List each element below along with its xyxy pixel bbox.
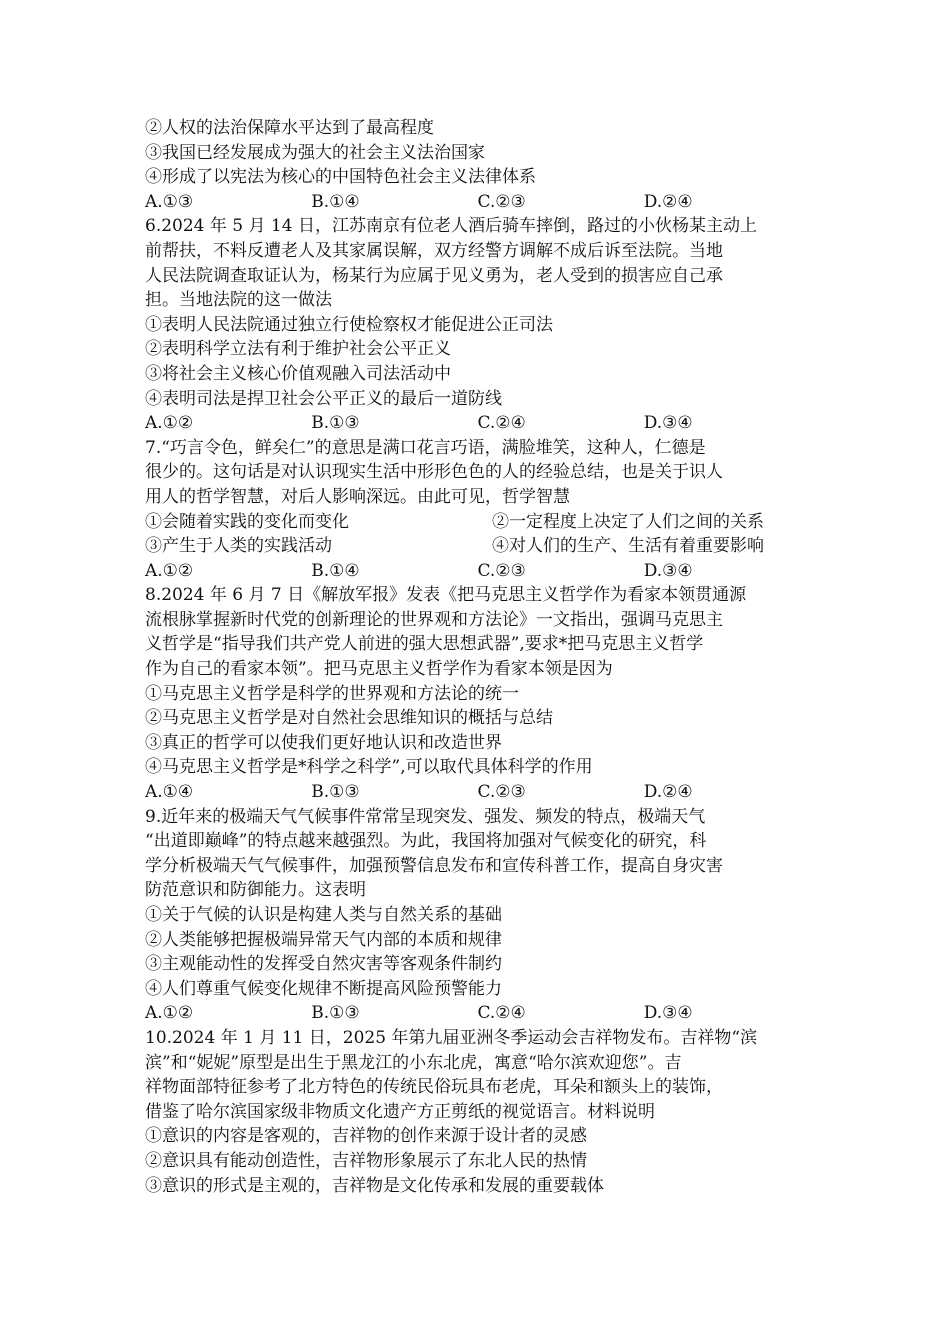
question-9-item-4: ④人们尊重气候变化规律不断提高风险预警能力 — [145, 978, 502, 999]
question-5-option-b: B.①④ — [311, 191, 360, 212]
question-5-option-d: D.②④ — [643, 191, 693, 212]
question-8-item-3: ③真正的哲学可以使我们更好地认识和改造世界 — [145, 732, 502, 753]
question-7-stem-line: 用人的哲学智慧，对后人影响深远。由此可见，哲学智慧 — [145, 486, 570, 507]
question-9-stem-line: “出道即巅峰”的特点越来越强烈。为此，我国将加强对气候变化的研究，科 — [145, 831, 707, 852]
question-6-stem-line: 人民法院调查取证认为，杨某行为应属于见义勇为，老人受到的损害应自己承 — [145, 265, 723, 286]
question-9-item-2: ②人类能够把握极端异常天气内部的本质和规律 — [145, 929, 502, 950]
question-8-option-d: D.②④ — [643, 782, 693, 803]
exam-page — [145, 116, 810, 1198]
question-6-options — [145, 411, 810, 436]
question-6-stem-line: 6.2024 年 5 月 14 日，江苏南京有位老人酒后骑车摔倒，路过的小伙杨某主动上 — [145, 216, 757, 237]
question-6-option-c: C.②④ — [477, 413, 526, 434]
question-8-item-2: ②马克思主义哲学是对自然社会思维知识的概括与总结 — [145, 708, 553, 729]
question-9-stem-line: 防范意识和防御能力。这表明 — [145, 880, 366, 901]
question-8-stem-line: 义哲学是“指导我们共产党人前进的强大思想武器”,要求*把马克思主义哲学 — [145, 634, 704, 655]
question-9-options — [145, 1001, 810, 1026]
question-9-option-b: B.①③ — [311, 1003, 360, 1024]
question-8-item-1: ①马克思主义哲学是科学的世界观和方法论的统一 — [145, 683, 519, 704]
question-6-stem-line: 担。当地法院的这一做法 — [145, 290, 332, 311]
question-7-option-d: D.③④ — [643, 560, 693, 581]
question-9-item-1: ①关于气候的认识是构建人类与自然关系的基础 — [145, 905, 502, 925]
question-7-item-4: ④对人们的生产、生活有着重要影响 — [492, 536, 764, 557]
question-8-options — [145, 780, 810, 805]
question-8-option-c: C.②③ — [477, 782, 526, 803]
question-6-option-d: D.③④ — [643, 413, 693, 434]
question-7-item-3: ③产生于人类的实践活动 — [145, 536, 332, 557]
question-7-option-b: B.①④ — [311, 560, 360, 581]
question-10-stem-line: 10.2024 年 1 月 11 日，2025 年第九届亚洲冬季运动会吉祥物发布。吉祥物“滨 — [145, 1027, 758, 1048]
question-7-stem-line: 很少的。这句话是对认识现实生活中形形色色的人的经验总结，也是关于识人 — [145, 462, 723, 483]
question-9-stem-line: 9.近年来的极端天气气候事件常常呈现突发、强发、频发的特点，极端天气 — [145, 806, 706, 827]
question-5-item-4: ④形成了以宪法为核心的中国特色社会主义法律体系 — [145, 167, 536, 188]
question-6-item-1: ①表明人民法院通过独立行使检察权才能促进公正司法 — [145, 314, 553, 335]
question-7-options — [145, 559, 810, 584]
question-5-options — [145, 190, 810, 215]
question-8-option-a: A.①④ — [145, 782, 194, 803]
question-7 — [145, 436, 810, 584]
question-5-option-a: A.①③ — [145, 191, 194, 212]
question-6-option-a: A.①② — [145, 413, 194, 434]
question-7-item-row — [145, 510, 810, 535]
question-8-stem-line: 作为自己的看家本领”。把马克思主义哲学作为看家本领是因为 — [145, 659, 613, 680]
question-6-item-3: ③将社会主义核心价值观融入司法活动中 — [145, 363, 451, 384]
question-10-stem-line: 祥物面部特征参考了北方特色的传统民俗玩具布老虎，耳朵和额头上的装饰， — [145, 1077, 723, 1098]
question-9-option-d: D.③④ — [643, 1003, 693, 1024]
question-8-stem-line: 流根脉掌握新时代党的创新理论的世界观和方法论》一文指出，强调马克思主 — [145, 609, 723, 630]
question-10-stem-line: 滨”和“妮妮”原型是出生于黑龙江的小东北虎，寓意“哈尔滨欢迎您”。吉 — [145, 1052, 682, 1073]
question-6 — [145, 214, 810, 435]
question-10-item-1: ①意识的内容是客观的，吉祥物的创作来源于设计者的灵感 — [145, 1126, 587, 1147]
question-10 — [145, 1026, 810, 1198]
question-7-item-1: ①会随着实践的变化而变化 — [145, 511, 349, 532]
question-6-item-2: ②表明科学立法有利于维护社会公平正义 — [145, 339, 451, 360]
question-9 — [145, 805, 810, 1026]
question-8-item-4: ④马克思主义哲学是*科学之科学”,可以取代具体科学的作用 — [145, 757, 593, 778]
question-8-stem-line: 8.2024 年 6 月 7 日《解放军报》发表《把马克思主义哲学作为看家本领贯通源 — [145, 585, 747, 606]
question-7-item-2: ②一定程度上决定了人们之间的关系 — [492, 511, 764, 532]
question-5-item-2: ②人权的法治保障水平达到了最高程度 — [145, 118, 434, 138]
question-9-option-c: C.②④ — [477, 1003, 526, 1024]
question-6-item-4: ④表明司法是捍卫社会公平正义的最后一道防线 — [145, 388, 502, 409]
question-10-stem-line: 借鉴了哈尔滨国家级非物质文化遗产方正剪纸的视觉语言。材料说明 — [145, 1101, 655, 1122]
question-7-option-a: A.①② — [145, 560, 194, 581]
question-8-option-b: B.①③ — [311, 782, 360, 803]
question-9-stem-line: 学分析极端天气气候事件，加强预警信息发布和宣传科普工作，提高自身灾害 — [145, 855, 723, 876]
question-10-item-2: ②意识具有能动创造性，吉祥物形象展示了东北人民的热情 — [145, 1150, 587, 1171]
question-5-option-c: C.②③ — [477, 191, 526, 212]
question-7-item-row — [145, 534, 810, 559]
question-6-option-b: B.①③ — [311, 413, 360, 434]
question-10-item-3: ③意识的形式是主观的，吉祥物是文化传承和发展的重要载体 — [145, 1175, 604, 1196]
question-8 — [145, 583, 810, 804]
question-9-item-3: ③主观能动性的发挥受自然灾害等客观条件制约 — [145, 954, 502, 975]
question-9-option-a: A.①② — [145, 1003, 194, 1024]
question-5-item-3: ③我国已经发展成为强大的社会主义法治国家 — [145, 142, 485, 163]
question-7-stem-line: 7.“巧言令色，鲜矣仁”的意思是满口花言巧语，满脸堆笑，这种人，仁德是 — [145, 437, 706, 458]
question-7-option-c: C.②③ — [477, 560, 526, 581]
question-5 — [145, 116, 810, 214]
question-6-stem-line: 前帮扶，不料反遭老人及其家属误解，双方经警方调解不成后诉至法院。当地 — [145, 240, 723, 261]
